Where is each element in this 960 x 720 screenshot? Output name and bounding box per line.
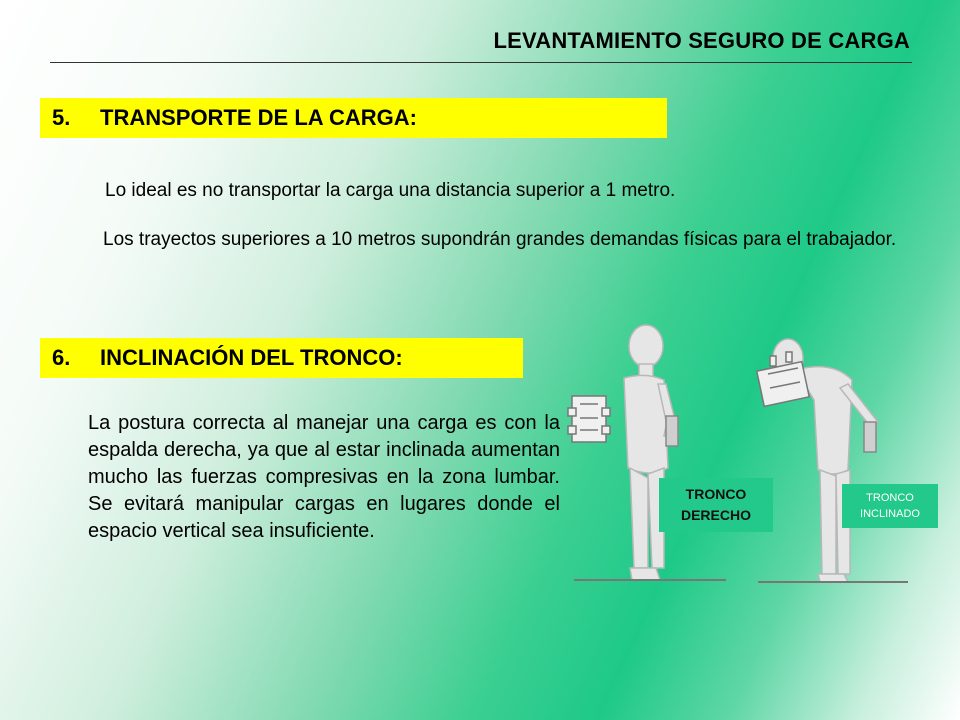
section-5-paragraph-1: Lo ideal es no transportar la carga una distancia superior a 1 metro. xyxy=(105,180,676,201)
section-5-paragraph-2: Los trayectos superiores a 10 metros supondrán grandes demandas físicas para el trabajador. xyxy=(103,229,897,250)
section-5-heading: TRANSPORTE DE LA CARGA: xyxy=(100,105,417,130)
section-6-paragraph: La postura correcta al manejar una carga es con la espalda derecha, ya que al estar inclinada aumentan mucho las fuerzas compresivas en la zona lumbar. Se evitará manipular cargas en lugares donde el espacio vertical sea insuficiente. xyxy=(88,412,560,542)
section-6-heading: INCLINACIÓN DEL TRONCO: xyxy=(100,345,403,370)
section-5-heading-bar xyxy=(40,98,667,138)
bent-label-line-2: INCLINADO xyxy=(860,508,920,520)
upright-posture-illustration xyxy=(560,318,735,590)
upright-trunk-label xyxy=(659,478,773,532)
section-5-number: 5. xyxy=(52,105,71,130)
slide-title: LEVANTAMIENTO SEGURO DE CARGA xyxy=(493,28,910,53)
bent-trunk-label xyxy=(842,484,938,528)
section-6-heading-bar xyxy=(40,338,523,378)
title-divider xyxy=(50,62,912,63)
upright-label-line-1: TRONCO xyxy=(685,486,747,502)
section-6-number: 6. xyxy=(52,345,71,370)
bent-posture-illustration xyxy=(752,330,912,588)
upright-label-line-2: DERECHO xyxy=(680,507,751,523)
bent-label-line-1: TRONCO xyxy=(866,492,914,504)
